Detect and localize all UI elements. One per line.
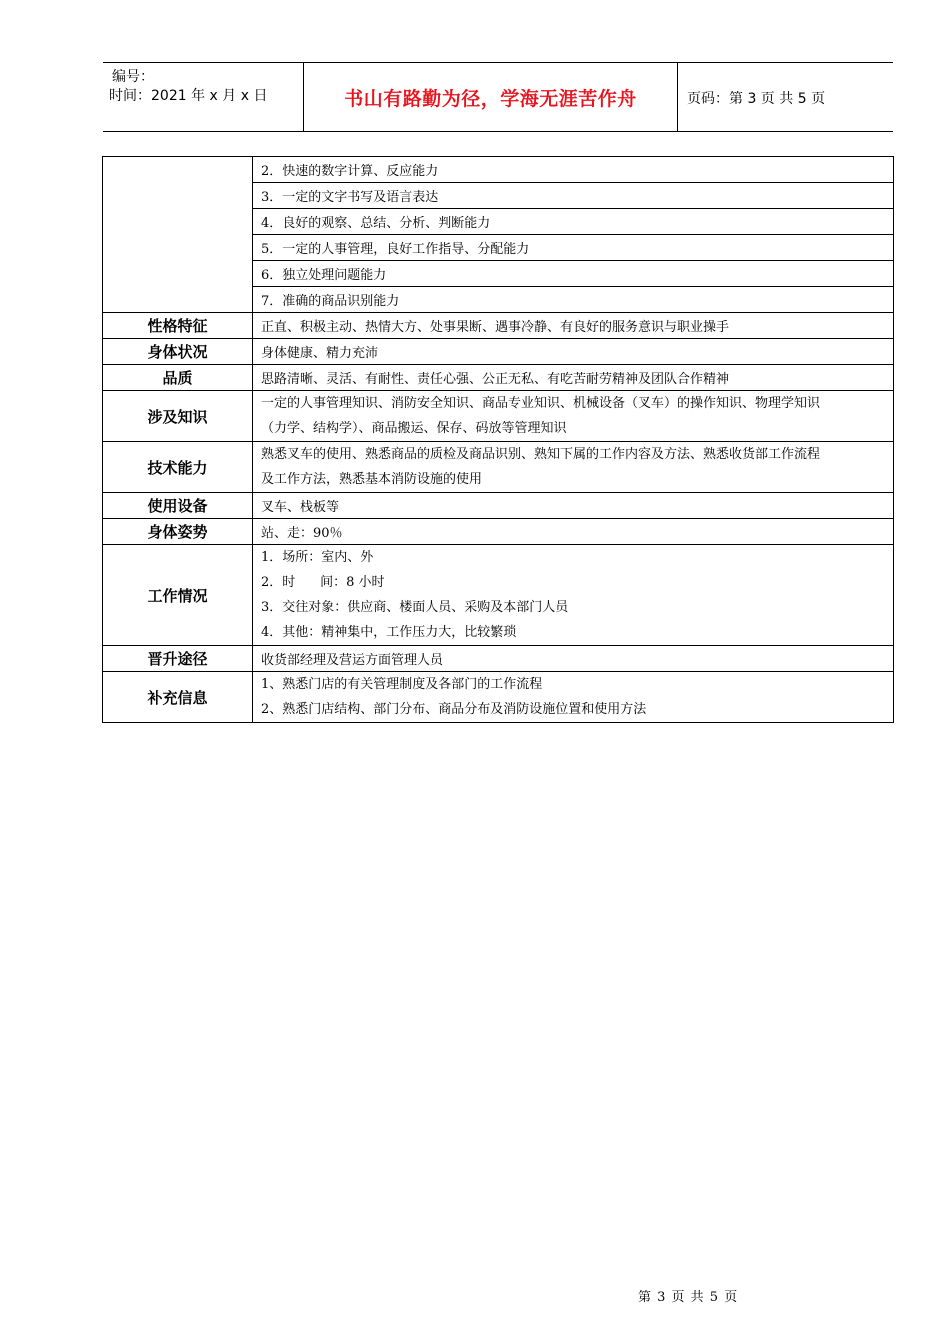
posture-label: 身体姿势 [103,519,253,545]
skills-label: 技术能力 [103,442,253,493]
continued-label-cell [103,157,253,313]
extra-label: 补充信息 [103,672,253,723]
work-label: 工作情况 [103,545,253,646]
ability-item: 7．准确的商品识别能力 [253,287,894,313]
work-item: 2．时 间：8 小时 [261,575,385,590]
promotion-value: 收货部经理及营运方面管理人员 [253,646,894,672]
ability-item: 5．一定的人事管理，良好工作指导、分配能力 [253,235,894,261]
time-label: 时间：2021 年 x 月 x 日 [109,88,268,104]
posture-value: 站、走：90％ [253,519,894,545]
skills-value [253,442,894,493]
health-value: 身体健康、精力充沛 [253,339,894,365]
header-meta [103,63,304,131]
equipment-label: 使用设备 [103,493,253,519]
extra-item: 2、熟悉门店结构、部门分布、商品分布及消防设施位置和使用方法 [261,702,647,717]
page-header [103,62,893,132]
table-row [103,365,894,391]
work-item: 3．交往对象：供应商、楼面人员、采购及本部门人员 [261,600,569,615]
work-item: 4．其他：精神集中，工作压力大，比较繁琐 [261,625,517,640]
quality-value: 思路清晰、灵活、有耐性、责任心强、公正无私、有吃苦耐劳精神及团队合作精神 [253,365,894,391]
health-label: 身体状况 [103,339,253,365]
header-motto: 书山有路勤为径，学海无涯苦作舟 [304,63,678,131]
table-row [103,339,894,365]
work-item: 1．场所：室内、外 [261,550,374,565]
equipment-value: 叉车、栈板等 [253,493,894,519]
skills-line: 熟悉叉车的使用、熟悉商品的质检及商品识别、熟知下属的工作内容及方法、熟悉收货部工作流程 [261,447,821,462]
promotion-label: 晋升途径 [103,646,253,672]
ability-item: 3．一定的文字书写及语言表达 [253,183,894,209]
work-value [253,545,894,646]
table-row [103,646,894,672]
ability-item: 6．独立处理问题能力 [253,261,894,287]
table-row [103,442,894,493]
header-page-info: 页码：第 3 页 共 5 页 [687,91,826,107]
knowledge-line: 一定的人事管理知识、消防安全知识、商品专业知识、机械设备（叉车）的操作知识、物理学知识 [261,396,821,411]
personality-label: 性格特征 [103,313,253,339]
personality-value: 正直、积极主动、热情大方、处事果断、遇事冷静、有良好的服务意识与职业操手 [253,313,894,339]
table-row [103,391,894,442]
table-row [103,157,894,183]
knowledge-value [253,391,894,442]
table-row [103,519,894,545]
ability-item: 4．良好的观察、总结、分析、判断能力 [253,209,894,235]
knowledge-line: （力学、结构学）、商品搬运、保存、码放等管理知识 [261,421,567,436]
extra-value [253,672,894,723]
quality-label: 品质 [103,365,253,391]
ability-item: 2．快速的数字计算、反应能力 [253,157,894,183]
table-row [103,545,894,646]
extra-item: 1、熟悉门店的有关管理制度及各部门的工作流程 [261,677,543,692]
table-row [103,493,894,519]
skills-line: 及工作方法，熟悉基本消防设施的使用 [261,472,483,487]
number-label: 编号： [112,69,154,85]
table-row [103,672,894,723]
table-row [103,313,894,339]
knowledge-label: 涉及知识 [103,391,253,442]
job-description-table [102,156,894,723]
page-footer: 第 3 页 共 5 页 [638,1290,739,1305]
